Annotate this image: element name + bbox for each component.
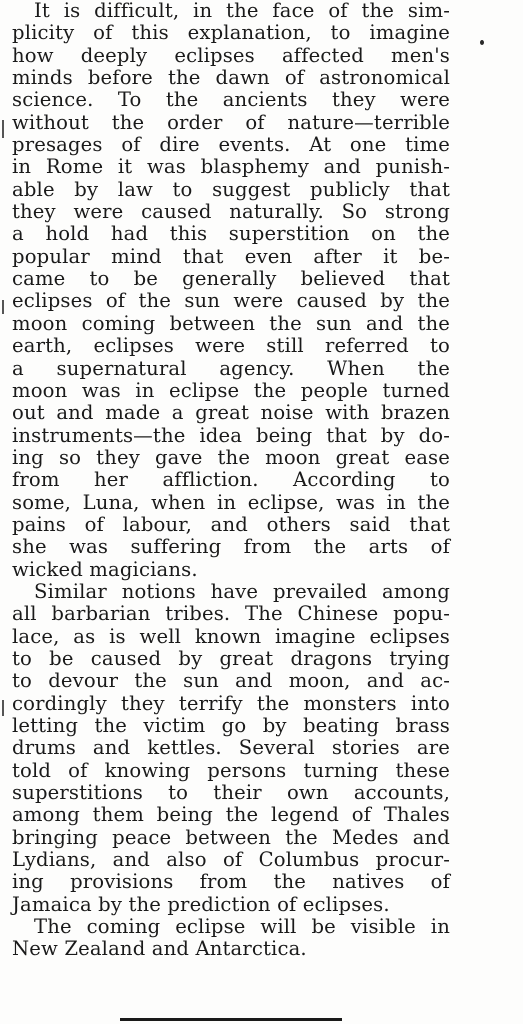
paragraph-1-line: science. To the ancients they were [12,88,450,112]
paragraph-1-line: able by law to suggest publicly that [12,177,450,201]
paragraph-1-line: moon coming between the sun and the [12,311,450,335]
paragraph-1-line: ing so they gave the moon great ease [12,445,450,469]
column-edge-mark [2,700,4,716]
paragraph-1-line: moon was in eclipse the people turned [12,378,450,402]
column-edge-mark [2,300,4,314]
paragraph-2-line: bringing peace between the Medes and [12,825,450,849]
paragraph-2-line: drums and kettles. Several stories are [12,736,450,760]
paragraph-2-line: cordingly they terrify the monsters into [12,691,450,715]
paragraph-2-line: Similar notions have prevailed among [34,579,450,603]
paragraph-1-line: instruments—the idea being that by do- [12,423,450,447]
ink-speck [480,40,484,45]
paragraph-3-line: The coming eclipse will be visible in [34,915,450,939]
paragraph-1-line: from her affliction. According to [12,468,450,492]
end-rule-divider [120,1018,342,1021]
article-column [12,0,450,961]
paragraph-1-line: plicity of this explanation, to imagine [12,21,450,45]
paragraph-1-line: minds before the dawn of astronomical [12,66,450,90]
column-edge-mark [2,120,4,138]
paragraph-2-line: all barbarian tribes. The Chinese popu- [12,602,450,626]
paragraph-2-line: superstitions to their own accounts, [12,781,450,805]
paragraph-2-line: Lydians, and also of Columbus procur- [12,848,450,872]
paragraph-2-line: Jamaica by the prediction of eclipses. [12,892,390,916]
paragraph-2-line: to be caused by great dragons trying [12,646,450,670]
paragraph-1-line: came to be generally believed that [12,267,450,291]
paragraph-1-line: without the order of nature—terrible [12,110,450,134]
paragraph-1-line: a supernatural agency. When the [12,356,450,380]
paragraph-3-line: New Zealand and Antarctica. [12,937,307,961]
paragraph-1-line: some, Luna, when in eclipse, was in the [12,490,450,514]
paragraph-2-line: among them being the legend of Thales [12,803,450,827]
paragraph-2-line: told of knowing persons turning these [12,758,450,782]
paragraph-2-line: ing provisions from the natives of [12,870,450,894]
paragraph-1-line: pains of labour, and others said that [12,512,450,536]
paragraph-1-line: presages of dire events. At one time [12,133,450,157]
paragraph-1-line: a hold had this superstition on the [12,222,450,246]
paragraph-1-line: how deeply eclipses affected men's [12,43,450,67]
paragraph-1-line: popular mind that even after it be- [12,244,450,268]
paragraph-1-line: eclipses of the sun were caused by the [12,289,450,313]
paragraph-1-line: wicked magicians. [12,557,198,581]
paragraph-1-line: It is difficult, in the face of the sim- [34,0,450,22]
paragraph-2-line: lace, as is well known imagine eclipses [12,624,450,648]
paragraph-1-line: earth, eclipses were still referred to [12,334,450,358]
paragraph-1-line: they were caused naturally. So strong [12,200,450,224]
paragraph-1-line: in Rome it was blasphemy and punish- [12,155,450,179]
paragraph-1-line: out and made a great noise with brazen [12,401,450,425]
paragraph-2-line: letting the victim go by beating brass [12,714,450,737]
paragraph-2-line: to devour the sun and moon, and ac- [12,669,450,693]
paragraph-1-line: she was suffering from the arts of [12,535,450,559]
